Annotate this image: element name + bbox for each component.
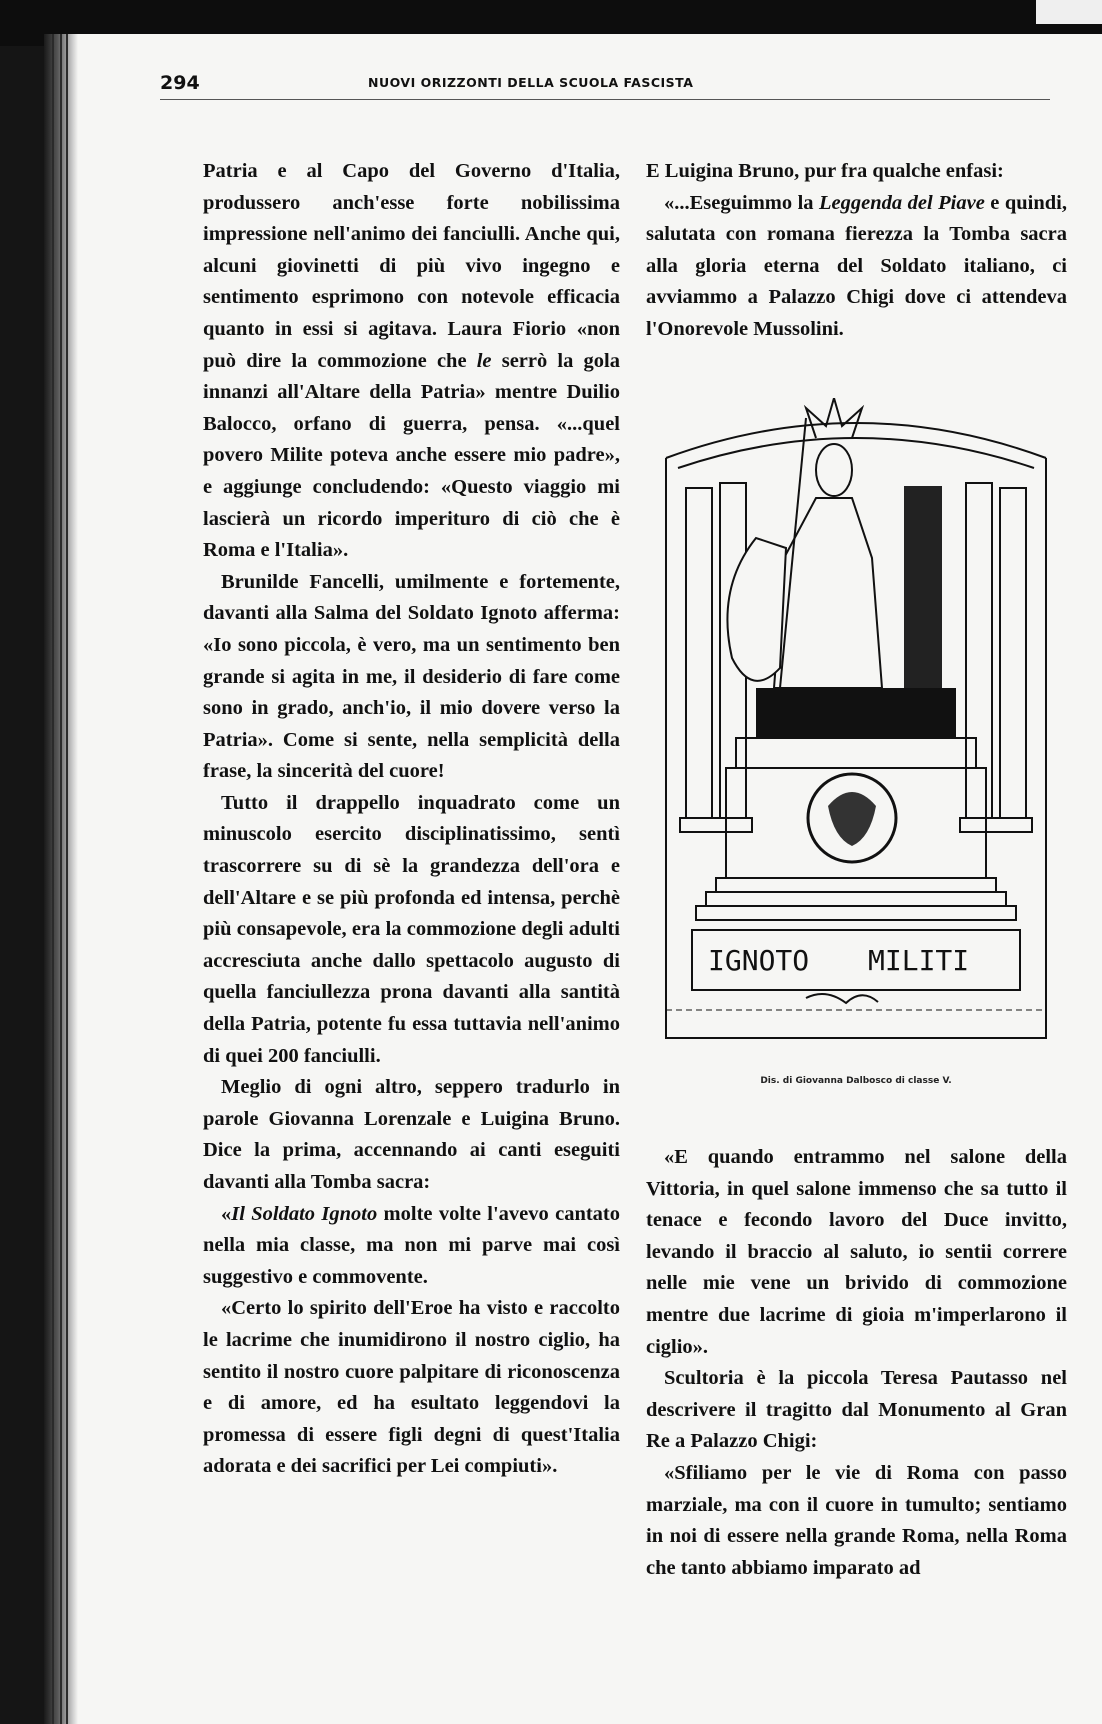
plaque-text-right: MILITI bbox=[868, 944, 970, 977]
paragraph: «E quando entrammo nel salone della Vittoria, in quel salone immenso che sa tutto il tenace e fecondo lavoro del Duce invitto, levando il braccio al saluto, io sentii correre nelle mie vene un brivido di commozione mentre due lacrime di gioia m'imperlarono il ciglio». bbox=[646, 1146, 1067, 1358]
page-number: 294 bbox=[160, 72, 200, 94]
column-right-2 bbox=[1000, 488, 1026, 818]
paragraph: «Certo lo spirito dell'Eroe ha visto e raccolto le lacrime che inumidirono il nostro ciglio, ha sentito il nostro cuore palpitare di riconoscenza e di amore, ed ha esultato leggendovi la promessa di essere figli degni di quest'Italia adorata e dei sacrifici per Lei compiuti». bbox=[203, 1297, 620, 1478]
paragraph: Brunilde Fancelli, umilmente e fortemente, davanti alla Salma del Soldato Ignoto afferma: «Io sono piccola, è vero, ma un sentimento ben grande si agita in me, il desiderio di fare come sono in grado, anch'io, il mio dovere verso la Patria». Come si sente, nella semplicità della frase, la sincerità del cuore! bbox=[203, 570, 620, 783]
page-stack-line bbox=[52, 34, 54, 1724]
journal-title: NUOVI ORIZZONTI DELLA SCUOLA FASCISTA bbox=[368, 75, 694, 90]
drawing-arch-inner bbox=[678, 438, 1034, 468]
column-base-right bbox=[960, 818, 1032, 832]
left-column bbox=[203, 156, 620, 1483]
header-rule bbox=[160, 99, 1050, 100]
paragraph: «...Eseguimmo la Leggenda del Piave e quindi, salutata con romana fierezza la Tomba sacra alla gloria eterna del Soldato italiano, ci avviammo a Palazzo Chigi dove ci attendeva l'Onorevole Mussolini. bbox=[646, 191, 1067, 340]
right-column-top bbox=[646, 156, 1067, 346]
paragraph: «Sfiliamo per le vie di Roma con passo marziale, ma con il cuore in tumulto; sentiamo in noi di essere nella grande Roma, nella Roma che tanto abbiamo imparato ad bbox=[646, 1461, 1067, 1579]
medallion-face bbox=[828, 792, 876, 846]
altar-dark-block bbox=[756, 688, 956, 738]
figure-caption: Dis. di Giovanna Dalbosco di classe V. bbox=[760, 1076, 952, 1086]
column-base-left bbox=[680, 818, 752, 832]
right-column-bottom bbox=[646, 1142, 1067, 1584]
paragraph: Meglio di ogni altro, seppero tradurlo in parole Giovanna Lorenzale e Luigina Bruno. Dice la prima, accennando ai canti eseguiti davanti alla Tomba sacra: bbox=[203, 1076, 620, 1193]
roma-statue bbox=[727, 398, 882, 688]
signature-scribble bbox=[806, 994, 878, 1003]
illustration bbox=[656, 398, 1056, 1086]
paragraph: «Il Soldato Ignoto molte volte l'avevo cantato nella mia classe, ma non mi parve mai così suggestivo e commovente. bbox=[203, 1202, 621, 1288]
column-left-1 bbox=[686, 488, 712, 818]
plaque-text-left: IGNOTO bbox=[708, 944, 810, 977]
running-head bbox=[160, 72, 1060, 94]
scan-corner-highlight bbox=[1036, 0, 1102, 24]
paragraph: Scultoria è la piccola Teresa Pautasso nel descrivere il tragitto dal Monumento al Gran Re a Palazzo Chigi: bbox=[646, 1367, 1067, 1453]
page-stack-line bbox=[66, 34, 68, 1724]
paragraph: Tutto il drappello inquadrato come un minuscolo esercito disciplinatissimo, sentì trascorrere su di sè la grandezza dell'ora e dell'Altare e se più profonda ed intensa, perchè più consapevole, era la commozione degli adulti accresciuta anche dallo spettacolo augusto di quella fanciullezza prona davanti alla santità della Patria, potente fu essa tuttavia nell'animo di quei 200 fanciulli. bbox=[203, 791, 620, 1067]
tomb-drawing bbox=[656, 398, 1056, 1058]
page-stack-line bbox=[60, 34, 62, 1724]
paragraph: E Luigina Bruno, pur fra qualche enfasi: bbox=[646, 160, 1004, 182]
paragraph: Patria e al Capo del Governo d'Italia, produssero anch'esse forte nobilissima impressione nell'animo dei fanciulli. Anche qui, alcuni giovinetti di più vivo ingegno e sentimento esprimono con notevole efficacia quanto in essi si agitava. Laura Fiorio «non può dire la commozione che le serrò la gola innanzi all'Altare della Patria» mentre Duilio Balocco, orfano di guerra, pensa. «...quel povero Milite poteva anche essere mio padre», e aggiunge concludendo: «Questo viaggio mi lascierà un ricordo imperituro di ciò che è Roma e l'Italia». bbox=[203, 160, 620, 562]
